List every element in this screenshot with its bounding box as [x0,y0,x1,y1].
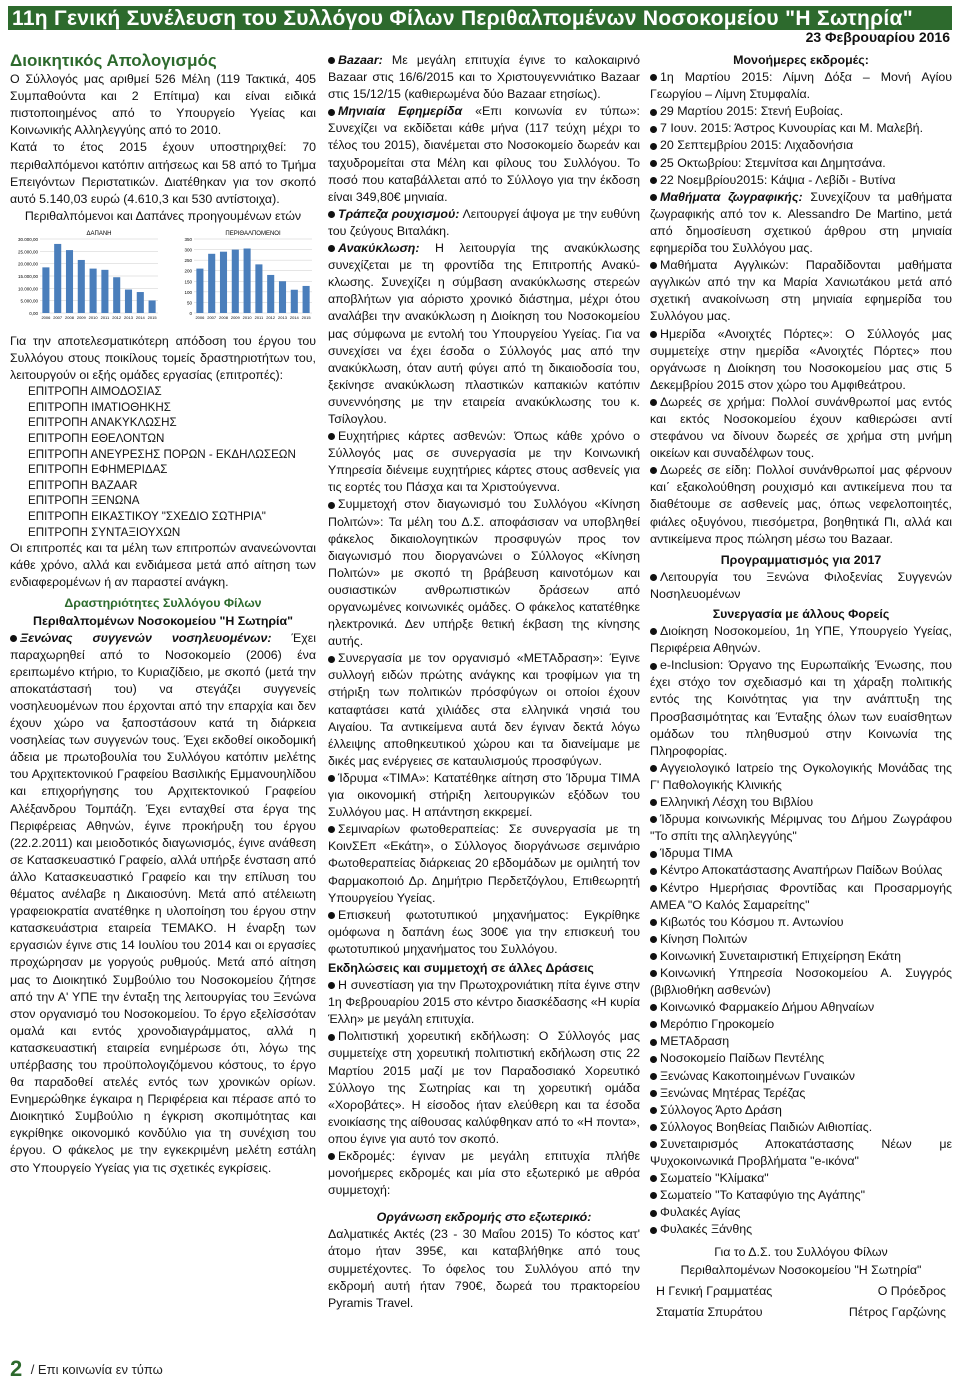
item-text: Ελληνική Λέσχη του Βιβλίου [660,795,814,810]
x-tick-label: 2006 [41,314,51,320]
list-item [650,1136,952,1170]
bar [90,269,97,313]
y-tick-label: 350 [184,236,192,242]
y-tick-label: 20.000,00 [17,261,38,267]
item-text: Διοίκηση Νοσοκομείου, 1η ΥΠΕ, Υπουργείο Υγείας, Περιφέρεια Αθηνών. [650,624,952,656]
bar [149,300,156,313]
committee-item: ΕΠΙΤΡΟΠΗ ΑΝΑΚΥΚΛΩΣΗΣ [28,416,177,430]
list-item [650,1204,952,1221]
item-text: Σύλλογος Άρτο Δράση [660,1102,782,1117]
bullet-icon [328,57,335,64]
y-tick-label: 0 [189,310,192,316]
xenonas-paragraph [10,630,316,1177]
list-item [650,1170,952,1187]
bullet-icon [328,826,335,833]
item-text: Ξενώνας Μητέρας Τερέζας [660,1085,806,1100]
paragraph: Κατά το έτος 2015 έχουν υποστηριχθεί: 70 περιθαλπόμενοι κατόπιν αιτήσεως και 58 από το Τμήμα Επειγόντων Περιστατικών. Διατέθηκαν για τον σκοπό αυτό 5.140,03 ευρώ (4.610,3 και 530 αντίστοιχα). [10,140,316,206]
item-text: Εκδρομές: έγιναν με μεγάλη επιτυχία πλήθε μονοήμερες εκδρομές και μία στο εξωτερικό με αθρόα συμμετοχή: [328,1149,640,1198]
x-tick-label: 2010 [242,314,252,320]
activities-title-2: Περιθαλπομένων Νοσοκομείου "Η Σωτηρία" [33,613,293,628]
bullet-icon [650,1175,657,1182]
bar [113,277,120,313]
committee-item: ΕΠΙΤΡΟΠΗ BAZAAR [28,478,138,492]
list-item [650,462,952,547]
role-secretary: Η Γενική Γραμματέας [656,1283,773,1298]
bullet-icon [650,1021,657,1028]
x-tick-label: 2008 [65,314,74,320]
item-text: Νοσοκομείο Παίδων Πεντέλης [660,1051,825,1066]
x-tick-label: 2015 [147,314,157,320]
bullet-icon [650,799,657,806]
list-item [650,172,952,189]
bullet-icon [328,109,335,116]
y-tick-label: 250 [184,258,192,264]
bar [279,281,286,313]
list-item [328,240,640,428]
item-text: Η συνεστίαση για την Πρωτοχρονιάτικη πίτα έγινε στην 1η Φεβρουαρίου 2015 στο κέντρο διασκέδασης «Η κυρία Έλλη» με μεγάλη επιτυχία. [328,978,640,1027]
y-tick-label: 200 [184,268,192,274]
item-text: Κοινωνική Συνεταιριστική Επιχείρηση Εκάτη [660,948,902,963]
item-text: Δωρεές σε χρήμα: Πολλοί συνάνθρωποί μας εντός και εκτός Νοσοκομείου έχουν καθιερώσει αντί στεφάνου να δίνουν δωρεές σε χρήμα στη μνήμη οικείων και συναδέλφων τους. [650,394,952,461]
bar [42,267,49,313]
bullet-icon [650,1124,657,1131]
item-text: Μαθήματα Αγγλικών: Παραδίδονται μαθήματα αγγλικών από την κα Μαρία Χανιωτάκου μετά από σχετική ανακοίνωση στη μηνιαία εφημερίδα του Συλλόγου μας. [650,258,952,324]
list-item [650,137,952,154]
trip-title: Οργάνωση εκδρομής στο εξωτερικό: [376,1210,592,1225]
item-label: Ξενώνας συγγενών νοσηλευομένων: [20,630,272,645]
item-text: Ίδρυμα «ΤΙΜΑ»: Κατατέθηκε αίτηση στο Ίδρυμα ΤΙΜΑ για οικονομική στήριξη λειτουργικών εξόδων του Συλλόγου μας. Η απάντηση εκκρεμεί. [328,770,640,820]
list-item [328,428,640,496]
item-text: Κέντρο Αποκατάστασης Αναπήρων Παίδων Βούλας [660,863,943,878]
bullet-icon [328,775,335,782]
chart-title: ΔΑΠΑΝΗ [86,230,112,237]
x-tick-label: 2013 [124,314,133,320]
list-item [650,760,952,794]
bullet-icon [650,1090,657,1097]
bullet-icon [10,635,17,642]
bullet-icon [650,936,657,943]
list-item [650,394,952,462]
list-item [328,496,640,650]
item-label: Μηνιαία Εφημερίδα [338,104,463,119]
bar [244,248,251,312]
signature-roles [650,1283,952,1300]
item-text: Κίνηση Πολιτών [660,931,748,946]
bar [303,286,310,313]
list-item [328,1148,640,1199]
list-item [650,965,952,999]
programme-item: Λειτουργία του Ξενώνα Φιλοξενίας Συγγενών Νοσηλευομένων [650,569,952,601]
item-text: Ξενώνας Κακοποιημένων Γυναικών [660,1068,855,1083]
committee-item: ΕΠΙΤΡΟΠΗ ΕΦΗΜΕΡΙΔΑΣ [28,463,168,477]
y-tick-label: 5.000,00 [20,298,38,304]
bullet-icon [650,663,657,670]
bullet-icon [650,194,657,201]
list-item [650,623,952,657]
x-tick-label: 2009 [76,314,86,320]
paragraph: Για την αποτελεσματικότερη απόδοση του έργου του Συλλόγου στους ποικίλους τομείς δραστηριοτήτων του, λειτουργούν οι εξής ομάδες εργασίας (επιτροπές): [10,333,316,383]
chart-title: ΠΕΡΙΘΑΛΠΟΜΕΝΟΙ [225,230,281,237]
bullet-icon [328,245,335,252]
item-text: Επισκευή φωτοτυπικού μηχανήματος: Εγκρίθηκε ομόφωνα η δαπάνη έως 300€ για την επισκευή του φωτοτυπικού μηχανήματος του Συλλόγου. [328,907,640,956]
bullet-icon [650,1004,657,1011]
list-item [650,1119,952,1136]
bar [66,250,73,313]
item-text: Κοινωνική Υπηρεσία Νοσοκομείου Α. Συγγρός (βιβλιοθήκη ασθενών) [650,965,952,998]
bullet-icon [650,919,657,926]
y-tick-label: 300 [184,247,192,253]
item-text: 22 Νοεμβρίου2015: Κάψια - Λεβίδι - Βυτίνα [660,172,896,187]
bullet-icon [650,399,657,406]
item-text: Ημερίδα «Ανοιχτές Πόρτες»: Ο Σύλλογός μας συμμετείχε στην ημερίδα «Ανοιχτές Πόρτες» που οργάνωσε η Διοίκηση του Νοσοκομείου μας στις 5 Δεκεμβρίου 2015 στον χώρο του Αμφιθεάτρου. [650,326,952,392]
item-label: Μαθήματα ζωγραφικής: [660,189,803,204]
list-item [650,155,952,172]
item-text: Δωρεές σε είδη: Πολλοί συνάνθρωποί μας φέρνουν και΄ εξακολούθηση ρουχισμό και αντικείμενα που τα διαθέτουμε σε ασθενείς μας, όπως νεφελοποιητές, φιάλες οξυγόνου, πιεσόμετρα, βοηθητικά Πι, αλλά και αντικείμενα προς πώληση μέσω του Bazaar. [650,463,952,546]
bullet-icon [650,1227,657,1234]
x-tick-label: 2012 [112,314,122,320]
charts-svg [10,227,316,327]
item-text: Αγγειολογικό Ιατρείο της Ογκολογικής Μονάδας της Γ' Παθολογικής Κλινικής [650,760,952,792]
y-tick-label: 50 [186,300,192,306]
bullet-icon [650,143,657,150]
list-item [650,326,952,394]
item-text: Κέντρο Ημερήσιας Φροντίδας και Προσαρμογής ΑΜΕΑ "Ο Καλός Σαμαρείτης" [650,880,952,912]
bar [208,254,215,313]
bullet-icon [650,1056,657,1063]
item-text: «Επι κοινωνία εν τύπω»: Συνεχίζει να εκδίδεται κάθε μήνα (117 τεύχη μέχρι το τέλος του 2015), διανέμεται στο Νοσοκομείο δωρεάν και ταχυδρομείται στα Μέλη και φίλους του Συλλόγου. Το ποσό που καταβάλλεται από το Σύλλογο για την έκδοση είναι 349,80€ μηνιαία. [328,104,641,204]
role-president: Ο Πρόεδρος [877,1283,946,1298]
trip-text: Δαλματικές Ακτές (23 - 30 Μαΐου 2015) Το κόστος κατ' άτομο ήταν 395€, και καταβλήθηκε από τους συμμετέχοντες. Το όφελος του Συλλόγου από την εκδρομή αυτή ήταν 790€, δωρεά του πρακτορείου Pyramis Travel. [328,1227,640,1310]
column-3 [650,52,952,1321]
list-item [328,977,640,1028]
list-item [650,189,952,257]
bullet-icon [650,109,657,116]
item-text: Ίδρυμα κοινωνικής Μέριμνας του Δήμου Ζωγράφου "Το σπίτι της αλληλεγγύης" [650,812,952,844]
y-tick-label: 10.000,00 [17,286,38,292]
list-item [328,770,640,821]
bar [232,250,239,313]
x-tick-label: 2011 [254,314,264,320]
bullet-icon [650,331,657,338]
bullet-icon [328,433,335,440]
bullet-icon [650,126,657,133]
bullet-icon [650,765,657,772]
events-list [328,977,640,1199]
item-text: Ίδρυμα ΤΙΜΑ [660,846,733,861]
item-text: Συνεχίζουν τα μαθήματα ζωγραφικής από τον κ. Alessandro De Martino, μετά από δημοσίευση σχετικού άρθρου στη μηνιαία εφημερίδα του Συλλόγου μας. [650,189,952,256]
bullet-icon [328,502,335,509]
list-item [650,1102,952,1119]
item-label: Bazaar: [338,53,383,67]
list-item [650,880,952,914]
item-text: Πολιτιστική χορευτική εκδήλωση: Ο Σύλλογός μας συμμετείχε στη χορευτική πολιτιστική εκδήλωση στις 22 Μαρτίου 2015 μαζί με τον Παραδοσιακό Χορευτικό Σύλλογο της Σωτηρίας και τη χορευτική ομάδα «Χοροβάτες». Η είσοδος ήταν ελεύθερη και τα έσοδα ενοικίασης της αίθουσας καλύφθηκαν από το «Η ποντα», οπου έγινε για αυτό τον σκοπό. [328,1029,640,1146]
x-tick-label: 2015 [301,314,311,320]
committee-item: ΕΠΙΤΡΟΠΗ ΣΥΝΤΑΞΙΟΥΧΩΝ [28,525,181,539]
partners-list [650,623,952,1238]
bullet-icon [650,851,657,858]
item-text: 1η Μαρτίου 2015: Λίμνη Δόξα – Μονή Αγίου Γεωργίου – Λίμνη Στυμφαλία. [650,70,952,102]
item-text: 29 Μαρτίου 2015: Στενή Ευβοίας. [660,104,844,119]
list-item [650,1221,952,1238]
page-number: 2 [10,1356,23,1381]
footer-text: / Επι κοινωνία εν τύπω [30,1361,163,1377]
column-1 [10,52,316,1177]
paragraph: Ο Σύλλογός μας αριθμεί 526 Μέλη (119 Τακτικά, 405 Συμπαθούντα και 2 Επίτιμα) και είναι ειδικά πιστοποιημένος από το Υπουργείο Υγείας και Κοινωνικής Αλληλεγγύης από το 2010. [10,72,316,138]
bar [255,264,262,313]
name-secretary: Σταματία Σπυράτου [656,1304,763,1319]
list-item [328,907,640,958]
list-item [650,914,952,931]
list-item [650,1016,952,1033]
activities-list [328,52,640,958]
y-tick-label: 150 [184,279,192,285]
bullet-icon [328,912,335,919]
chart-caption: Περιθαλπόμενοι και Δαπάνες προηγουμένων ετών [24,208,302,223]
signature-names [650,1304,952,1321]
partners-title: Συνεργασία με άλλους Φορείς [712,607,890,621]
item-text: Σύλλογος Βοηθείας Παιδιών Αιθιοπίας. [660,1119,873,1134]
charts [10,227,316,327]
bullet-icon [650,74,657,81]
committee-item: ΕΠΙΤΡΟΠΗ ΑΝΕΥΡΕΣΗΣ ΠΟΡΩΝ - ΕΚΔΗΛΩΣΕΩΝ [28,447,296,461]
y-tick-label: 0,00 [29,310,38,316]
x-tick-label: 2014 [135,314,145,320]
page-header [0,0,960,48]
committee-item: ΕΠΙΤΡΟΠΗ ΙΜΑΤΙΟΘΗΚΗΣ [28,400,171,414]
x-tick-label: 2011 [100,314,110,320]
y-tick-label: 30.000,00 [17,236,38,242]
name-president: Πέτρος Γαρζώνης [848,1304,946,1319]
item-text: Συμμετοχή στον διαγωνισμό του Συλλόγου «Κίνηση Πολιτών»: Τα μέλη του Δ.Σ. αποφάσισαν να υποβληθεί φάκελος δικαιολογητικών προσφυγών προς τον διαγωνισμό που διοργανώνει ο Σύλλογος «Κίνηση Πολιτών» με σκοπό τη βράβευση καινοτόμων και ουσιαστικών ανθρωπιστικών δράσεων από οργανωμένες κοινωνικές ομάδες. Ο φάκελος κατατέθηκε ηλεκτρονικά. Δεν υπήρξε θετική έκβαση της κίνησης αυτής. [328,497,640,649]
x-tick-label: 2007 [53,314,63,320]
item-label: Ανακύκλωση: [338,241,420,256]
list-item [650,948,952,965]
item-label: Τράπεζα ρουχισμού: [338,206,460,221]
list-item [328,206,640,240]
list-item [650,811,952,845]
bullet-icon [650,1192,657,1199]
item-text: Κιβωτός του Κόσμου π. Αντωνίου [660,914,844,929]
item-text: Σεμιναρίων φωτοθεραπείας: Σε συνεργασία με τη ΚοινΣΕπ «Εκάτη», ο Σύλλογος διοργάνωσε σεμινάριο Φωτοθεραπείας διάρκειας 20 εβδομάδων με ομιλητή τον Φαρμακοποιό Δρ. Δημήτριο Περδετζόγλου, Επιθεωρητή Υπουργείου Υγείας. [328,822,640,905]
bullet-icon [650,868,657,875]
bar [101,270,108,313]
bullet-icon [650,885,657,892]
bullet-icon [650,628,657,635]
item-text: Φυλακές Ξάνθης [660,1222,753,1237]
paragraph: Οι επιτροπές και τα μέλη των επιτροπών ανανεώνονται κάθε χρόνο, αλλά και ενδιάμεσα μετά από αίτηση των ενδιαφερομένων ή αν παραστεί ανάγκη. [10,541,316,590]
bullet-icon [650,1107,657,1114]
activities-title-1: Δραστηριότητες Συλλόγου Φίλων [64,596,262,611]
list-item [650,69,952,103]
item-text: Έχει παραχωρηθεί από το Νοσοκομείο (2006) ένα ερειπωμένο κτήριο, το Κυριαζίδειο, με σκοπό (μετά την αποκατάστασή του) να στεγάζει συγγενείς νοσηλευομένων που έρχονται από την επαρχία και δεν έχουν χώρο να ξαποστάσουν κατά τη διάρκεια νοσηλείας των συγγενών τους. Έχει εκδοθεί οικοδομική άδεια με πρωτοβουλία του Συλλόγου κατόπιν μελέτης του Αρχιτεκτονικού Γραφείου Βασιλικής Εμμανουηλίδου και επιχορήγησης του Αρχιτεκτονικού Γραφείου Αλέξανδρου Τομπάζη. Έχει ενταχθεί στα έργα της Περιφέρειας Αθηνών, έγινε προκήρυξη του έργου (22.2.2011) και μειοδοτικός διαγωνισμός, έγινε ανάθεση σε Κατασκευαστικό Γραφείο, αλλά υπήρξε ένσταση από άλλο Κατασκευαστικό Γραφείο και την επίλυση του θέματος ανέλαβε η Δικαιοσύνη. Μετά από ατέλειωτη γραφειοκρατία ανατέθηκε η υλοποίηση του έργου στην κατασκευάστρια εταιρεία ΤΕΜΑΚΟ. Η έναρξη των εργασιών έγινε στις 14 Ιουλίου του 2014 και οι εργασίες προχώρησαν με γοργούς ρυθμούς. Μετά από αίτηση μας το Διοικητικό Συμβούλιο του Νοσοκομείου ζήτησε από την Α' ΥΠΕ την ένταξη της λειτουργίας του Ξενώνα στον οργανισμό του Νοσοκομείου. Το έργο εξελίσσόταν ομαλά και εντός χρονοδιαγράμματος, αλλά η κατασκευαστική εταιρεία ενημέρωσε ότι, λόγω της υπέρβασης του προϋπολογιζόμενου κόστους, το έργο θα παραδοθεί ατελές εντός των χρονικών ορίων. Ενημερώθηκε έγκαιρα η Περιφέρεια και πέρασε από το Διοικητικό Συμβούλιο η έγκριση σκοπιμότητας και εγκρίθηκε οικονομικό κονδύλιο για τη συνέχιση του έργου. Ο φάκελος με την εγκεκριμένη μελέτη εστάλη στο Υπουργείο Υγείας για τις σχετικές εγκρίσεις. [10,630,316,1175]
committee-list [10,384,316,540]
committee-item: ΕΠΙΤΡΟΠΗ ΕΘΕΛΟΝΤΩΝ [28,432,165,445]
bullet-icon [650,574,657,581]
item-text: Σωματείο "Κλίμακα" [660,1171,769,1186]
bullet-icon [328,1034,335,1041]
bullet-icon [328,211,335,218]
x-tick-label: 2014 [289,314,299,320]
list-item [650,1187,952,1204]
x-tick-label: 2012 [266,314,276,320]
section-title: Διοικητικός Απολογισμός [10,51,217,70]
list-item [650,931,952,948]
x-tick-label: 2007 [207,314,217,320]
list-item [650,120,952,137]
list-item [650,845,952,862]
list-item [328,650,640,770]
list-item [328,1028,640,1148]
x-tick-label: 2010 [88,314,98,320]
committee-item: ΕΠΙΤΡΟΠΗ ΑΙΜΟΔΟΣΙΑΣ [28,385,162,399]
bar [220,252,227,313]
committee-item: ΕΠΙΤΡΟΠΗ ΕΙΚΑΣΤΙΚΟΥ "ΣΧΕΔΙΟ ΣΩΤΗΡΙΑ" [28,509,266,523]
bar [78,260,85,313]
list-item [650,999,952,1016]
activities-list [650,189,952,548]
bullet-icon [650,970,657,977]
list-item [650,1033,952,1050]
events-title: Εκδηλώσεις και συμμετοχή σε άλλες Δράσεις [328,960,594,975]
item-text: 20 Σεπτεμβρίου 2015: Λιχαδονήσια [660,138,854,153]
list-item [650,1050,952,1067]
bullet-icon [650,816,657,823]
y-tick-label: 15.000,00 [17,273,38,279]
bullet-icon [650,467,657,474]
list-item [650,103,952,120]
item-text: ΜΕΤΑδραση [660,1034,730,1049]
list-item [650,862,952,879]
list-item [650,257,952,325]
committee-item: ΕΠΙΤΡΟΠΗ ΞΕΝΩΝΑ [28,494,140,508]
bullet-icon [650,1073,657,1080]
bullet-icon [328,982,335,989]
x-tick-label: 2006 [195,314,205,320]
list-item [650,657,952,760]
bullet-icon [328,1153,335,1160]
bullet-icon [650,1210,657,1217]
item-text: Συνεργασία με τον οργανισμό «ΜΕΤΑδραση»: Έγινε συλλογή ειδών πρώτης ανάγκης και τροφίμων για τη στήριξη των πολιτικών πρόσφύγων οι οποίοι έχουν καταφτάσει κατά χιλιάδες στα ελληνικά νησιά του Αιγαίου. Τα αντικείμενα αυτά δεν έγιναν δεκτά λόγω έλλειψης αποθηκευτικού χώρου και τα διανείμαμε με δικές μας ενέργειες σε καταυλισμούς προσφύγων. [328,651,640,768]
bullet-icon [650,160,657,167]
list-item [328,52,640,103]
item-text: 7 Ιουν. 2015: Άστρος Κυνουρίας και Μ. Μαλεβή. [660,121,924,136]
y-tick-label: 25.000,00 [17,249,38,255]
bar [54,244,61,313]
y-tick-label: 100 [184,289,192,295]
item-text: Μερόπιο Γηροκομείο [660,1017,775,1032]
list-item [650,1068,952,1085]
bullet-icon [650,1141,657,1148]
x-tick-label: 2009 [230,314,240,320]
item-text: Ευχητήριες κάρτες ασθενών: Όπως κάθε χρόνο ο Σύλλογός μας σε συνεργασία με την Κοινωνική Υπηρεσία διένειμε ευχητήριες κάρτες στους ασθενείς για τις εορτές του Πάσχα και τα Χριστούγεννα. [328,429,640,495]
item-text: Η λειτουργία της ανακύκλωσης συνεχίζεται με τη φροντίδα της Επιτροπής Ανακύκλωσης. Συνεχίζει η σύμβαση ανακύκλωσης στερεών αποβλήτων για αόριστο χρονικό διάστημα, μέχρι ότου αναλάβει την ανακύκλωση η Διοίκηση του Νοσοκομείου μας σύμφωνα με εντολή του Υπουργείου Υγείας. Για να συνεχίσει να έχει έσοδα ο Σύλλογός μας από την ανακύκλωση, όταν αυτή φύγει από τη δικαιοδοσία του, ξεκίνησε ανακύκλωση πλαστικών καπακιών κατόπιν συνεννόησης με την εταιρεία ανακύκλωσης του κ. Τσίλογλου. [328,241,640,426]
signature-line-2: Περιθαλπομένων Νοσοκομείου "Η Σωτηρία" [680,1262,922,1277]
item-text: Φυλακές Αγίας [660,1205,741,1220]
newsletter-title: 11η Γενική Συνέλευση του Συλλόγου Φίλων Περιθαλπομένων Νοσοκομείου "Η Σωτηρία" [12,7,913,30]
programme-title: Προγραμματισμός για 2017 [720,552,882,567]
item-text: Λειτουργεί άψογα με την ευθύνη του ζεύγους Βιταλάκη. [328,206,640,238]
bar [125,290,132,313]
x-tick-label: 2013 [278,314,287,320]
list-item [328,103,640,206]
trips-title: Μονοήμερες εκδρομές: [733,53,869,67]
item-text: Κοινωνικό Φαρμακείο Δήμου Αθηναίων [660,1000,875,1015]
item-text: e-Inclusion: Όργανο της Ευρωπαϊκής Ένωσης, που έχει στόχο τον σχεδιασμό και τη χάραξη πολιτικής εντός της Κοινότητας για την ανάπτυξη της Προσβασιμότητας και Ένταξης όλων των ευαίσθητων ομάδων του πληθυσμού στην Κοινωνία της Πληροφορίας. [650,658,952,758]
column-2 [328,52,640,1312]
bar [137,292,144,313]
item-text: Συνεταιρισμός Αποκατάστασης Νέων με Ψυχοκοινωνικά Προβλήματα "e-ικόνα" [650,1136,952,1168]
item-text: Σωματείο "Το Καταφύγιο της Αγάπης" [660,1188,866,1203]
list-item [650,794,952,811]
bullet-icon [650,953,657,960]
issue-date: 23 Φεβρουαρίου 2016 [805,29,950,45]
x-tick-label: 2008 [219,314,228,320]
bar [196,269,203,313]
list-item [650,1085,952,1102]
bullet-icon [650,262,657,269]
bullet-icon [328,656,335,663]
bullet-icon [650,177,657,184]
item-text: 25 Οκτωβρίου: Στεμνίτσα και Δημητσάνα. [660,155,886,170]
page-footer [10,1356,163,1380]
bar [267,275,274,313]
list-item [328,821,640,906]
trips-list [650,69,952,189]
bar [291,290,298,313]
signature-line-1: Για το Δ.Σ. του Συλλόγου Φίλων [714,1245,888,1260]
bullet-icon [650,1039,657,1046]
item-text: Με μεγάλη επιτυχία έγινε το καλοκαιρινό Bazaar στις 16/6/2015 και το Χριστουγεννιάτικο Bazaar στις 15/12/15 (καθιερωμένα δύο Bazaar ετησίως). [328,53,640,102]
